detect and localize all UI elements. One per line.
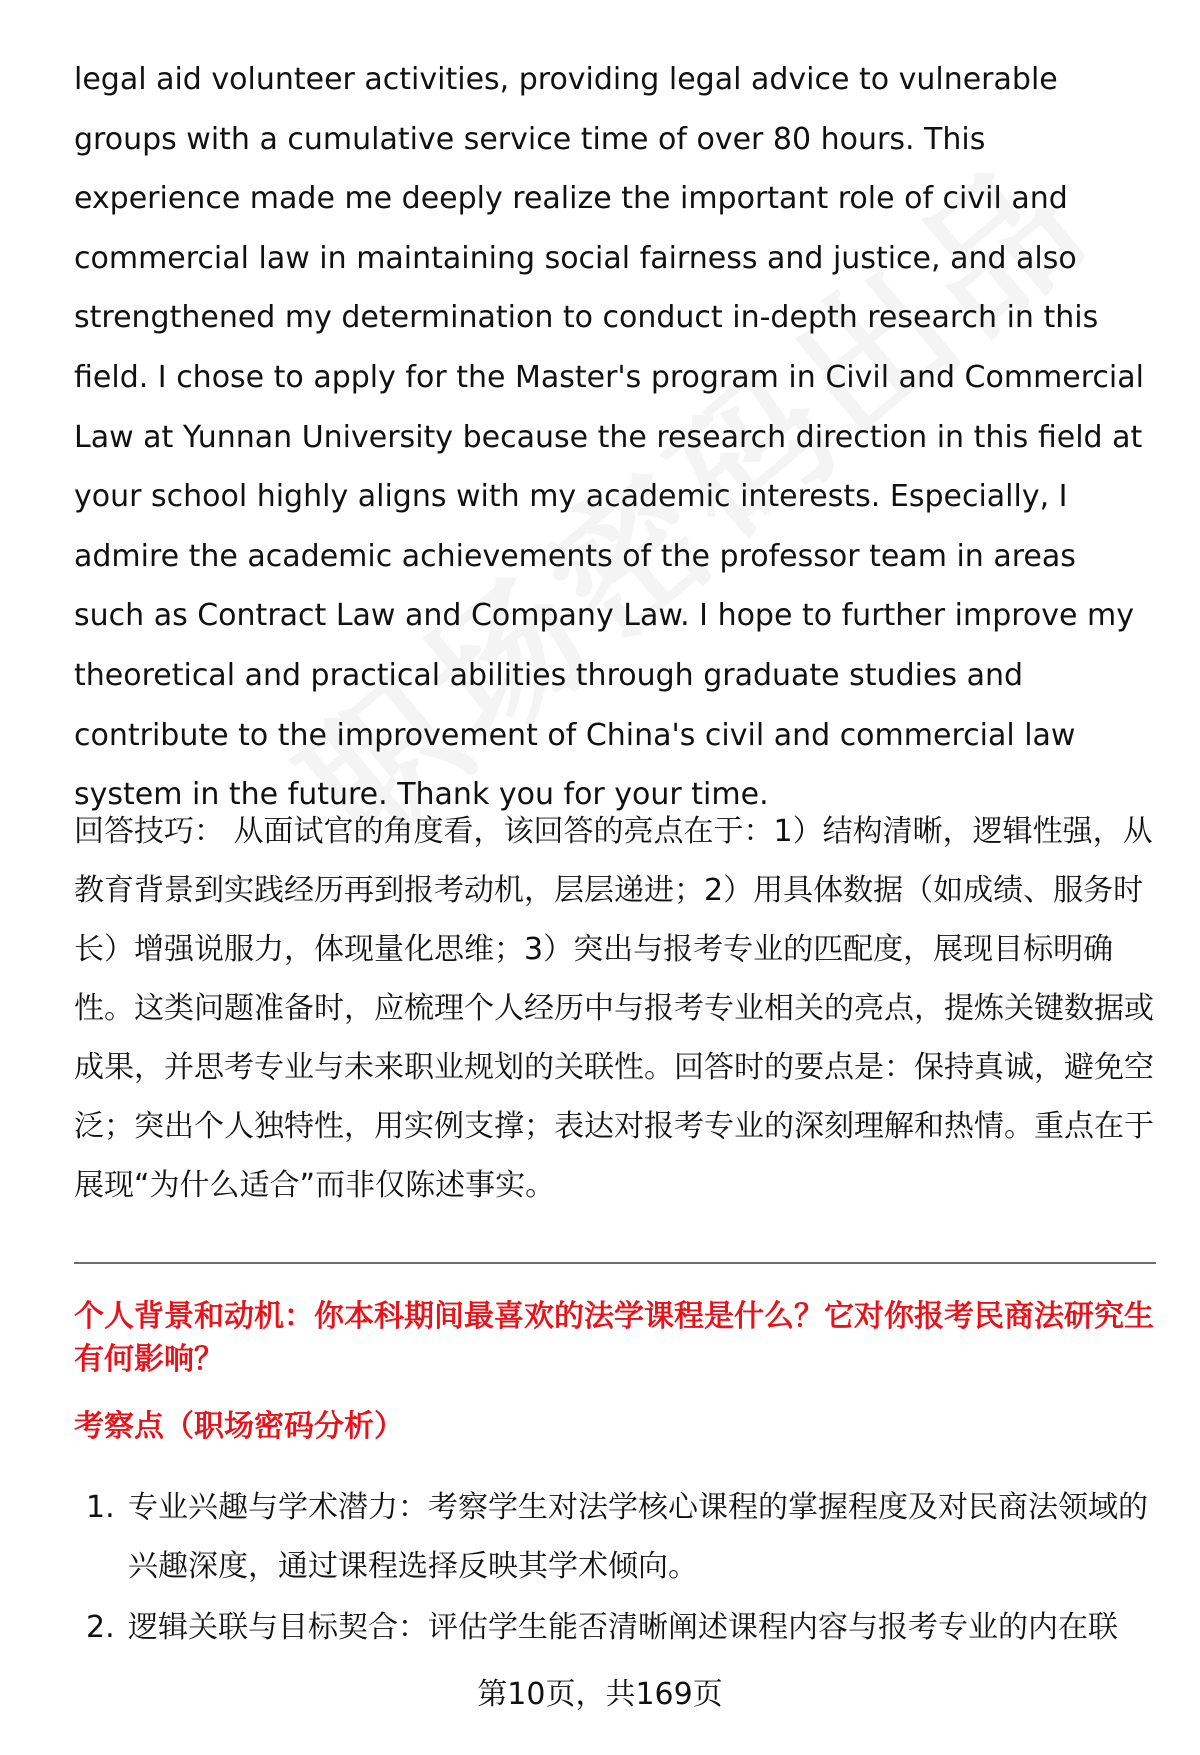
- assessment-points-list: [74, 1478, 1154, 1659]
- list-item: [74, 1598, 1154, 1657]
- list-item-text: 专业兴趣与学术潜力：考察学生对法学核心课程的掌握程度及对民商法领域的兴趣深度，通过课程选择反映其学术倾向。: [128, 1490, 1148, 1584]
- section-divider: [74, 1262, 1156, 1264]
- assessment-points-heading: 考察点（职场密码分析）: [74, 1409, 404, 1444]
- answer-tip-paragraph: 回答技巧： 从面试官的角度看，该回答的亮点在于：1）结构清晰，逻辑性强，从教育背景到实践经历再到报考动机，层层递进；2）用具体数据（如成绩、服务时长）增强说服力，体现量化思维；3）突出与报考专业的匹配度，展现目标明确性。这类问题准备时，应梳理个人经历中与报考专业相关的亮点，提炼关键数据或成果，并思考专业与未来职业规划的关联性。回答时的要点是：保持真诚，避免空泛；突出个人独特性，用实例支撑；表达对报考专业的深刻理解和热情。重点在于展现“为什么适合”而非仅陈述事实。: [74, 814, 1154, 1203]
- page-number-footer: 第10页，共169页: [477, 1677, 723, 1712]
- list-item-number: 2.: [86, 1610, 115, 1645]
- list-item-text: 逻辑关联与目标契合：评估学生能否清晰阐述课程内容与报考专业的内在联: [128, 1610, 1118, 1645]
- list-item-number: 1.: [86, 1490, 115, 1525]
- english-answer-paragraph: legal aid volunteer activities, providing legal advice to vulnerable groups with a cumulative service time of over 80 hours. This experience made me deeply realize the important role of civil and commercial law in maintaining social fairness and justice, and also strengthened my determination to conduct in-depth research in this field. I chose to apply for the Master's program in Civil and Commercial Law at Yunnan University because the research direction in this field at your school highly aligns with my academic interests. Especially, I admire the academic achievements of the professor team in areas such as Contract Law and Company Law. I hope to further improve my theoretical and practical abilities through graduate studies and contribute to the improvement of China's civil and commercial law system in the future. Thank you for your time.: [74, 62, 1144, 813]
- list-item: [74, 1478, 1154, 1596]
- question-heading: 个人背景和动机：你本科期间最喜欢的法学课程是什么？它对你报考民商法研究生有何影响？: [74, 1299, 1154, 1377]
